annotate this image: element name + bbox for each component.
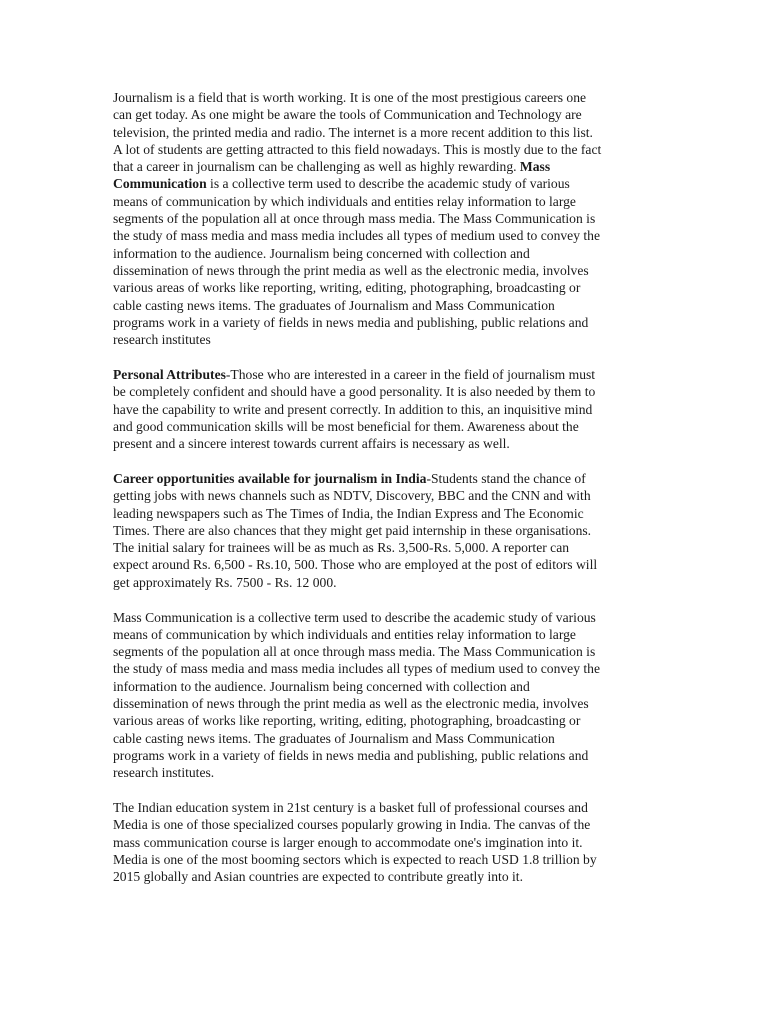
career-opportunities-heading: Career opportunities available for journalism in India [113, 470, 427, 486]
paragraph-intro [113, 89, 656, 348]
intro-bold-term: Mass Communication [113, 159, 551, 192]
document-page [113, 89, 656, 903]
paragraph-mass-communication: Mass Communication is a collective term used to describe the academic study of various means of communication by which individuals and entities relay information to large segments of the population all at once through mass media. The Mass Communication is the study of mass media and mass media includes all types of medium used to convey the information to the audience. Journalism being concerned with collection and dissemination of news through the print media as well as the electronic media, involves various areas of works like reporting, writing, editing, photographing, broadcasting or cable casting news items. The graduates of Journalism and Mass Communication programs work in a variety of fields in news media and publishing, public relations and research institutes. [113, 609, 601, 781]
paragraph-career-opportunities [113, 470, 656, 591]
intro-text-continued: is a collective term used to describe the academic study of various means of communication by which individuals and entities relay information to large segments of the population all at once through mass media. The Mass Communication is the study of mass media and mass media includes all types of medium used to convey the information to the audience. Journalism being concerned with collection and dissemination of news through the print media as well as the electronic media, involves various areas of works like reporting, writing, editing, photographing, broadcasting or cable casting news items. The graduates of Journalism and Mass Communication programs work in a variety of fields in news media and publishing, public relations and research institutes [113, 176, 601, 348]
personal-attributes-text: -Those who are interested in a career in the field of journalism must be completely confident and should have a good personality. It is also needed by them to have the capability to write and present correctly. In addition to this, an inquisitive mind and good communication skills will be most beneficial for them. Awareness about the present and a sincere interest towards current affairs is necessary as well. [113, 366, 596, 452]
paragraph-personal-attributes [113, 366, 656, 452]
career-opportunities-text: -Students stand the chance of getting jobs with news channels such as NDTV, Discovery, BBC and the CNN and with leading newspapers such as The Times of India, the Indian Express and The Economic Times. There are also chances that they might get paid internship in these organisations. The initial salary for trainees will be as much as Rs. 3,500-Rs. 5,000. A reporter can expect around Rs. 6,500 - Rs.10, 500. Those who are employed at the post of editors will get approximately Rs. 7500 - Rs. 12 000. [113, 470, 598, 590]
intro-text: Journalism is a field that is worth working. It is one of the most prestigious careers one can get today. As one might be aware the tools of Communication and Technology are television, the printed media and radio. The internet is a more recent addition to this list. A lot of students are getting attracted to this field nowadays. This is mostly due to the fact that a career in journalism can be challenging as well as highly rewarding. [113, 90, 602, 175]
personal-attributes-heading: Personal Attributes [113, 366, 226, 382]
paragraph-indian-education: The Indian education system in 21st century is a basket full of professional courses and Media is one of those specialized courses popularly growing in India. The canvas of the mass communication course is larger enough to accommodate one's imgination into it. Media is one of the most booming sectors which is expected to reach USD 1.8 trillion by 2015 globally and Asian countries are expected to contribute greatly into it. [113, 799, 597, 885]
